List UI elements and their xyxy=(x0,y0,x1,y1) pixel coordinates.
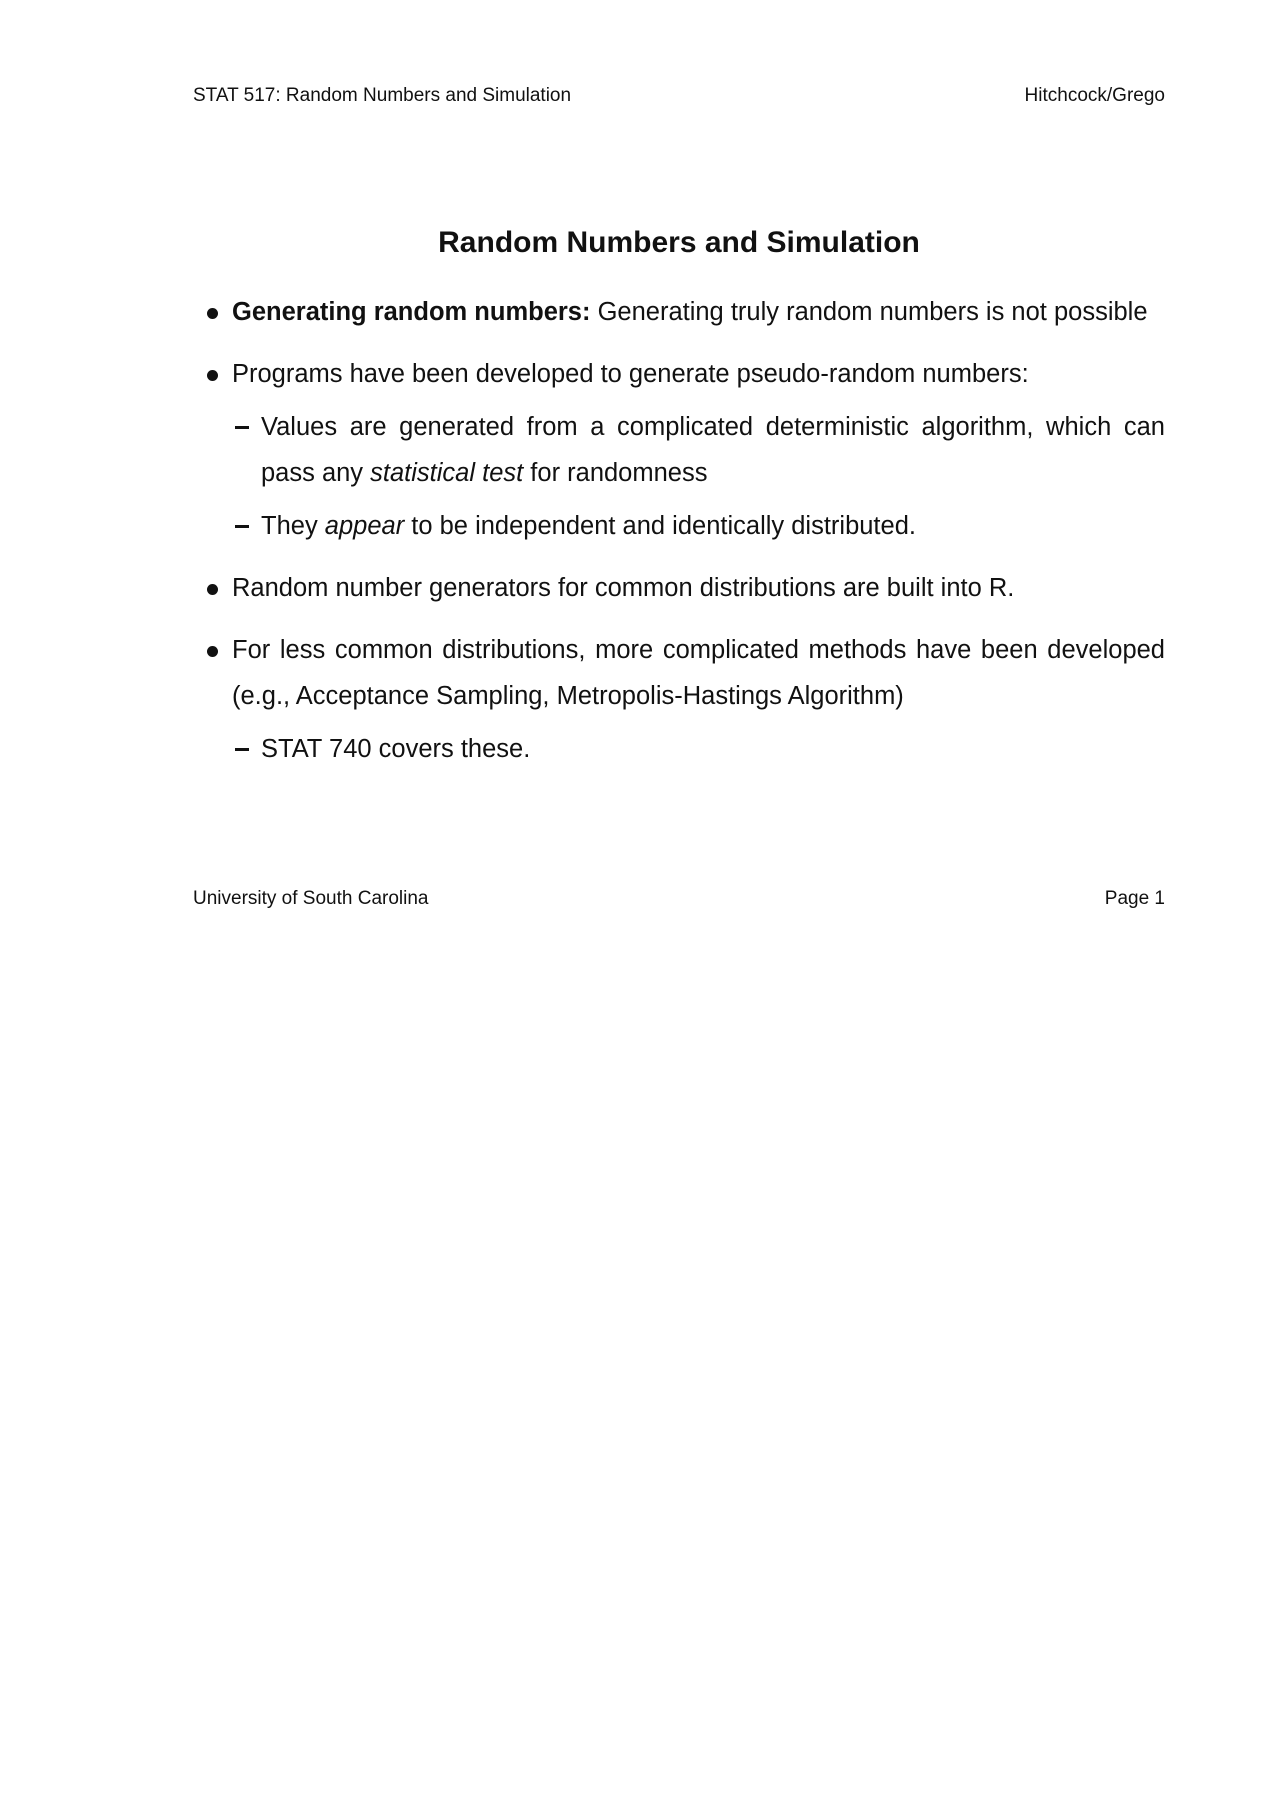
bullet-pseudo-random-programs xyxy=(193,351,1165,397)
subitem-text: They xyxy=(261,512,325,540)
subitem-iid-appearance xyxy=(193,503,1165,549)
subitem-deterministic-algorithm xyxy=(193,404,1165,496)
bullet-text: Random number generators for common distributions are built into R. xyxy=(232,574,1015,602)
bullet-dot-icon xyxy=(207,308,218,319)
running-header xyxy=(193,85,1165,107)
footer-page-number: Page 1 xyxy=(1104,888,1165,909)
dash-icon xyxy=(235,748,249,751)
subitem-text: Values are generated from a complicated deterministic algorithm, which can pass any xyxy=(261,413,1165,487)
running-footer xyxy=(193,888,1165,910)
bullet-generating-random-numbers xyxy=(193,289,1165,335)
footer-university: University of South Carolina xyxy=(193,888,429,909)
bullet-dot-icon xyxy=(207,584,218,595)
bullet-builtin-generators xyxy=(193,565,1165,611)
slide-title: Random Numbers and Simulation xyxy=(438,226,920,259)
subitem-text: STAT 740 covers these. xyxy=(261,735,531,763)
header-authors: Hitchcock/Grego xyxy=(1024,85,1165,106)
bullet-text: Programs have been developed to generate pseudo-random numbers: xyxy=(232,360,1029,388)
slide-content xyxy=(193,289,1165,772)
header-course-title: STAT 517: Random Numbers and Simulation xyxy=(193,85,572,106)
subitem-emphasis: statistical test xyxy=(370,459,524,487)
bullet-text: For less common distributions, more complicated methods have been developed (e.g., Acceptance Sampling, Metropolis-Hastings Algorithm) xyxy=(232,636,1165,710)
dash-icon xyxy=(235,426,249,429)
subitem-text: to be independent and identically distributed. xyxy=(404,512,916,540)
bullet-dot-icon xyxy=(207,370,218,381)
subitem-text: for randomness xyxy=(523,459,708,487)
dash-icon xyxy=(235,525,249,528)
subitem-emphasis: appear xyxy=(324,512,405,540)
bullet-text: Generating truly random numbers is not possible xyxy=(590,298,1148,326)
subitem-stat-740 xyxy=(193,726,1165,772)
bullet-dot-icon xyxy=(207,646,218,657)
bullet-bold-lead: Generating random numbers: xyxy=(232,298,591,326)
bullet-less-common-distributions xyxy=(193,627,1165,719)
